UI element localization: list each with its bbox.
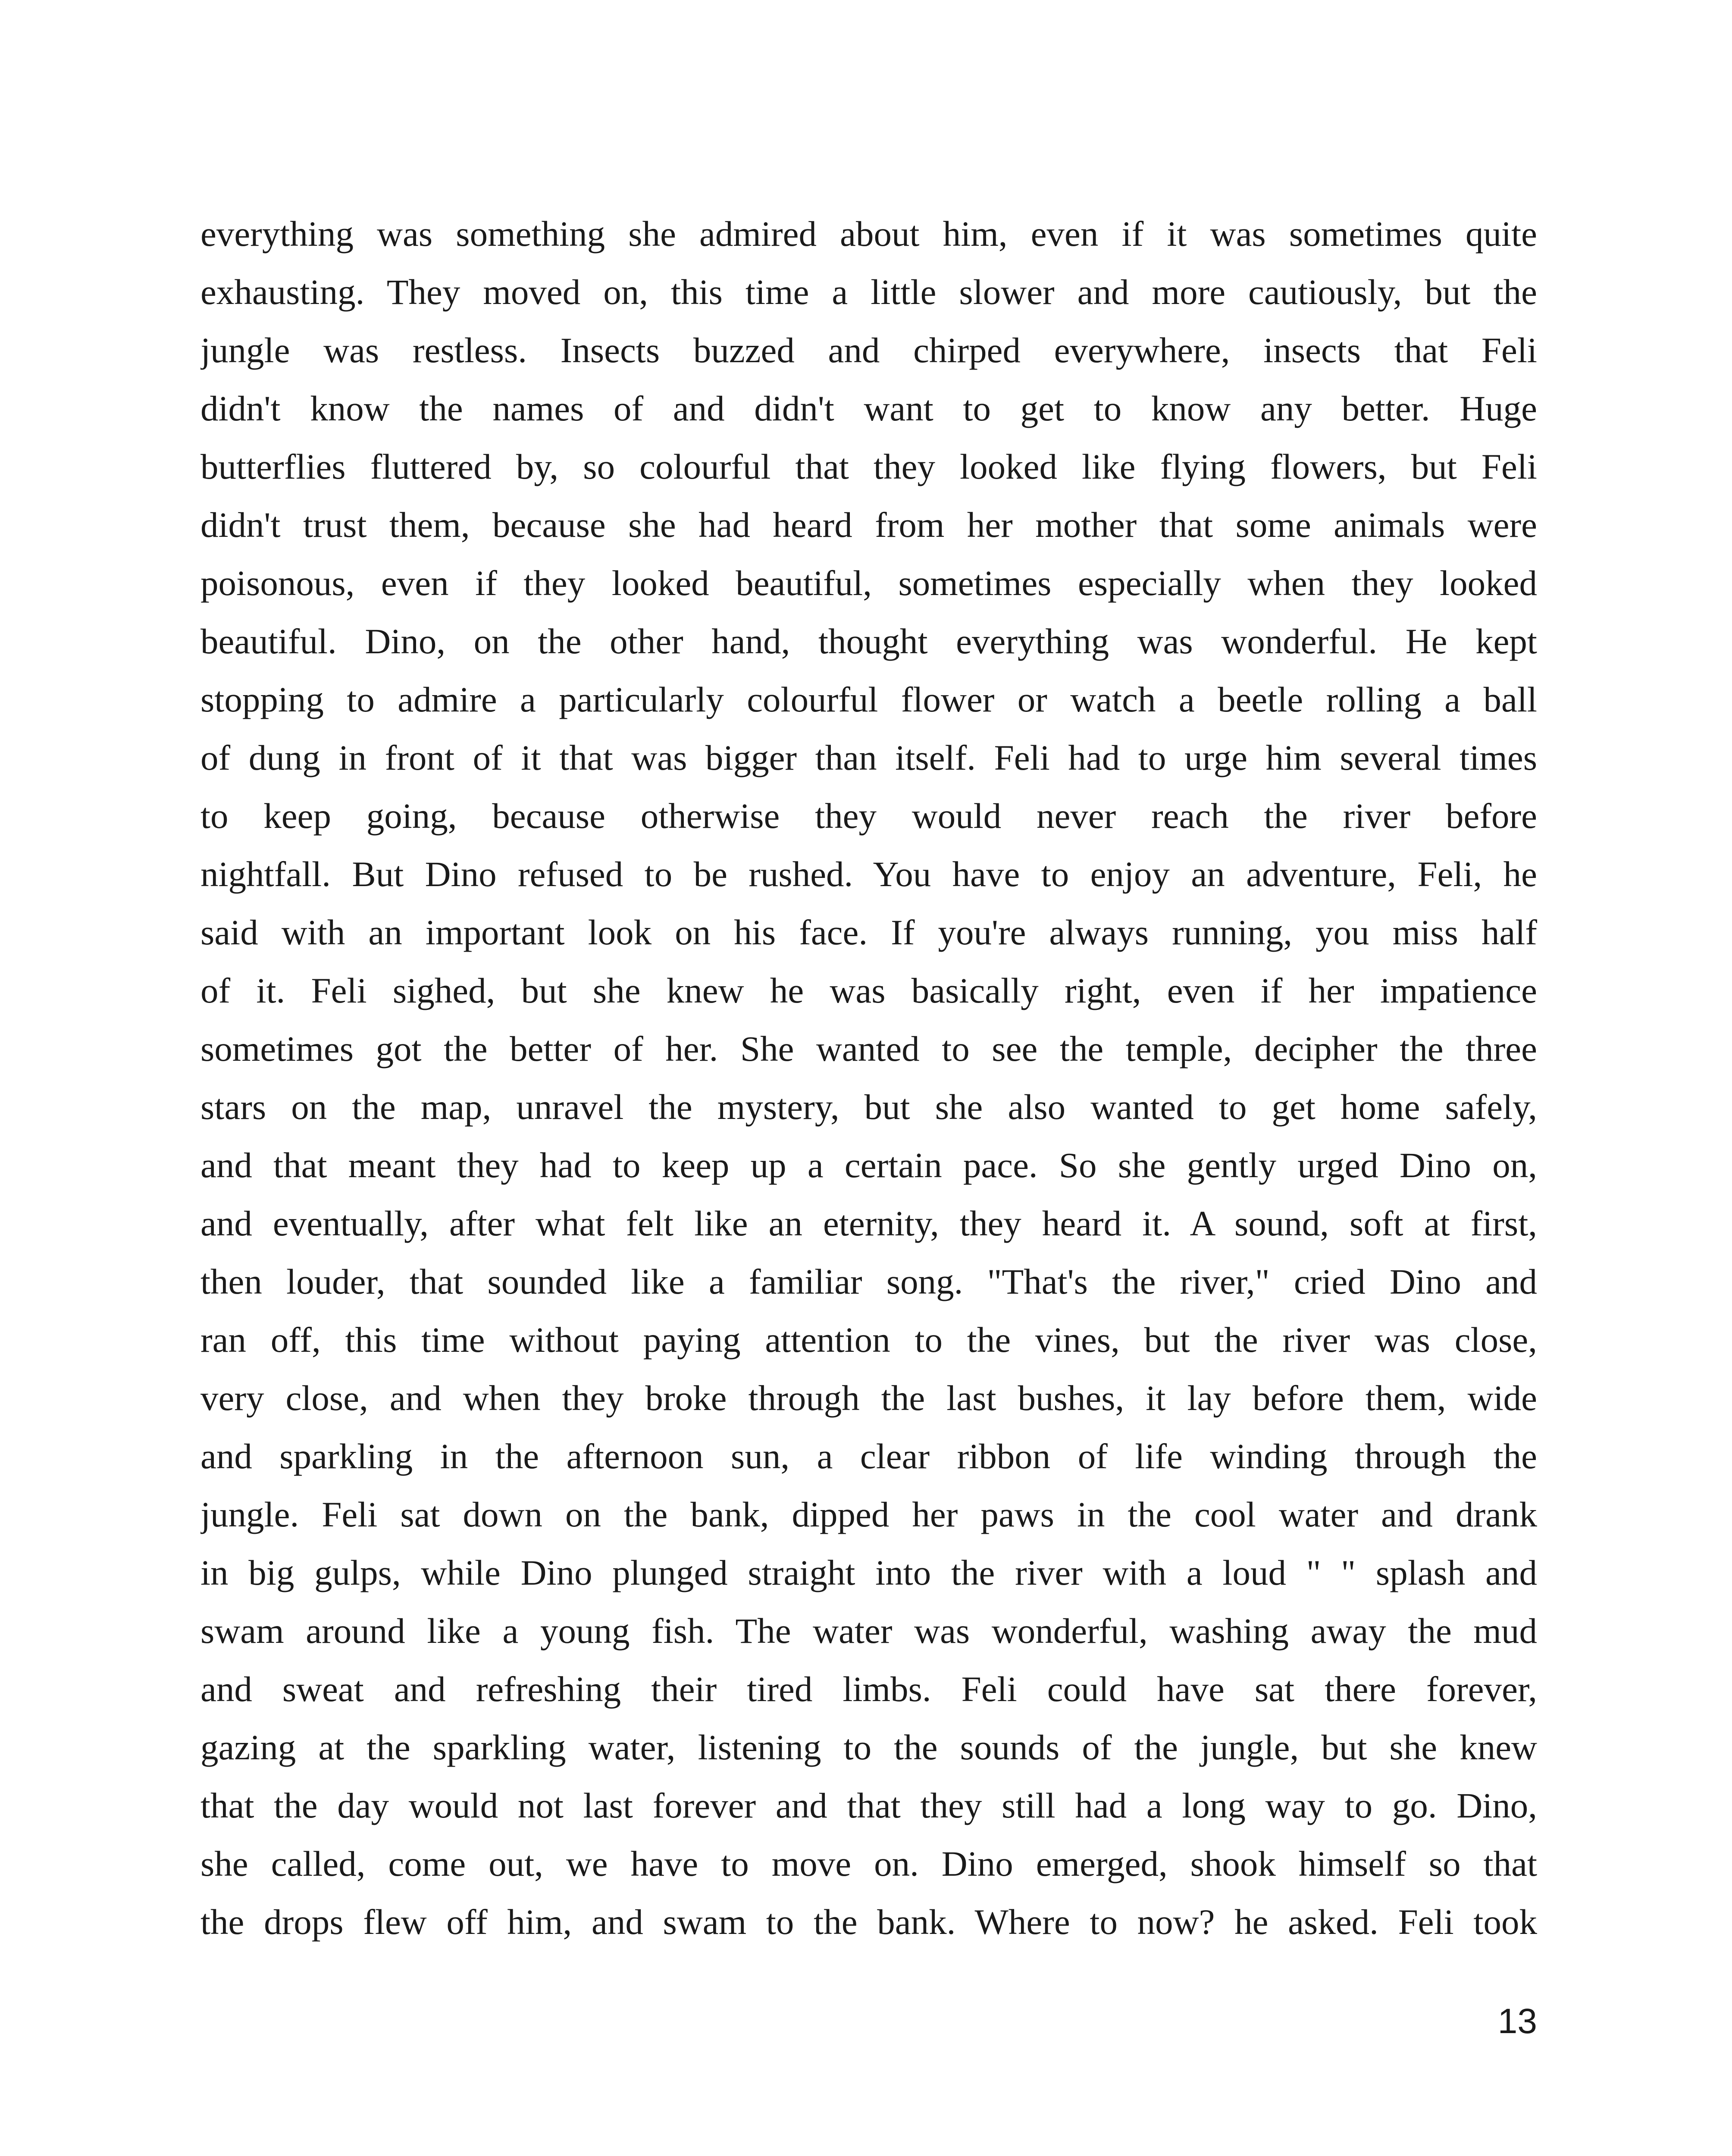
page-number: 13	[1497, 2002, 1537, 2041]
text-line: jungle. Feli sat down on the bank, dipped her paws in the cool water and drank	[200, 1495, 1537, 1534]
text-line: nightfall. But Dino refused to be rushed. You have to enjoy an adventure, Feli, he	[200, 854, 1537, 894]
body-text	[200, 205, 1537, 1951]
text-line: very close, and when they broke through the last bushes, it lay before them, wide	[200, 1378, 1537, 1418]
text-line: ran off, this time without paying attention to the vines, but the river was close,	[200, 1320, 1537, 1360]
text-line: didn't know the names of and didn't want to get to know any better. Huge	[200, 389, 1537, 428]
text-line: the drops flew off him, and swam to the bank. Where to now? he asked. Feli took	[200, 1902, 1537, 1942]
text-line: of it. Feli sighed, but she knew he was basically right, even if her impatience	[200, 971, 1537, 1010]
text-line: stars on the map, unravel the mystery, but she also wanted to get home safely,	[200, 1087, 1537, 1127]
text-line: and eventually, after what felt like an eternity, they heard it. A sound, soft at first,	[200, 1203, 1537, 1243]
text-line: sometimes got the better of her. She wanted to see the temple, decipher the three	[200, 1029, 1537, 1069]
text-line: poisonous, even if they looked beautiful, sometimes especially when they looked	[200, 563, 1537, 603]
text-line: beautiful. Dino, on the other hand, thought everything was wonderful. He kept	[200, 621, 1537, 661]
text-line: exhausting. They moved on, this time a little slower and more cautiously, but the	[200, 272, 1537, 312]
text-line: everything was something she admired about him, even if it was sometimes quite	[200, 214, 1537, 254]
text-line: in big gulps, while Dino plunged straight into the river with a loud " " splash and	[200, 1553, 1537, 1592]
text-line: stopping to admire a particularly colourful flower or watch a beetle rolling a ball	[200, 680, 1537, 719]
text-line: butterflies fluttered by, so colourful that they looked like flying flowers, but Feli	[200, 447, 1537, 486]
text-line: gazing at the sparkling water, listening to the sounds of the jungle, but she knew	[200, 1727, 1537, 1767]
text-line: of dung in front of it that was bigger than itself. Feli had to urge him several times	[200, 738, 1537, 777]
text-line: said with an important look on his face. If you're always running, you miss half	[200, 912, 1537, 952]
text-line: and sweat and refreshing their tired limbs. Feli could have sat there forever,	[200, 1669, 1537, 1709]
text-line: didn't trust them, because she had heard from her mother that some animals were	[200, 505, 1537, 545]
text-line: that the day would not last forever and that they still had a long way to go. Dino,	[200, 1786, 1537, 1825]
text-line: she called, come out, we have to move on. Dino emerged, shook himself so that	[200, 1844, 1537, 1883]
text-line: then louder, that sounded like a familiar song. "That's the river," cried Dino and	[200, 1262, 1537, 1301]
text-line: to keep going, because otherwise they would never reach the river before	[200, 796, 1537, 836]
text-line: and that meant they had to keep up a certain pace. So she gently urged Dino on,	[200, 1145, 1537, 1185]
text-line: jungle was restless. Insects buzzed and chirped everywhere, insects that Feli	[200, 330, 1537, 370]
text-line: and sparkling in the afternoon sun, a clear ribbon of life winding through the	[200, 1436, 1537, 1476]
text-line: swam around like a young fish. The water was wonderful, washing away the mud	[200, 1611, 1537, 1651]
